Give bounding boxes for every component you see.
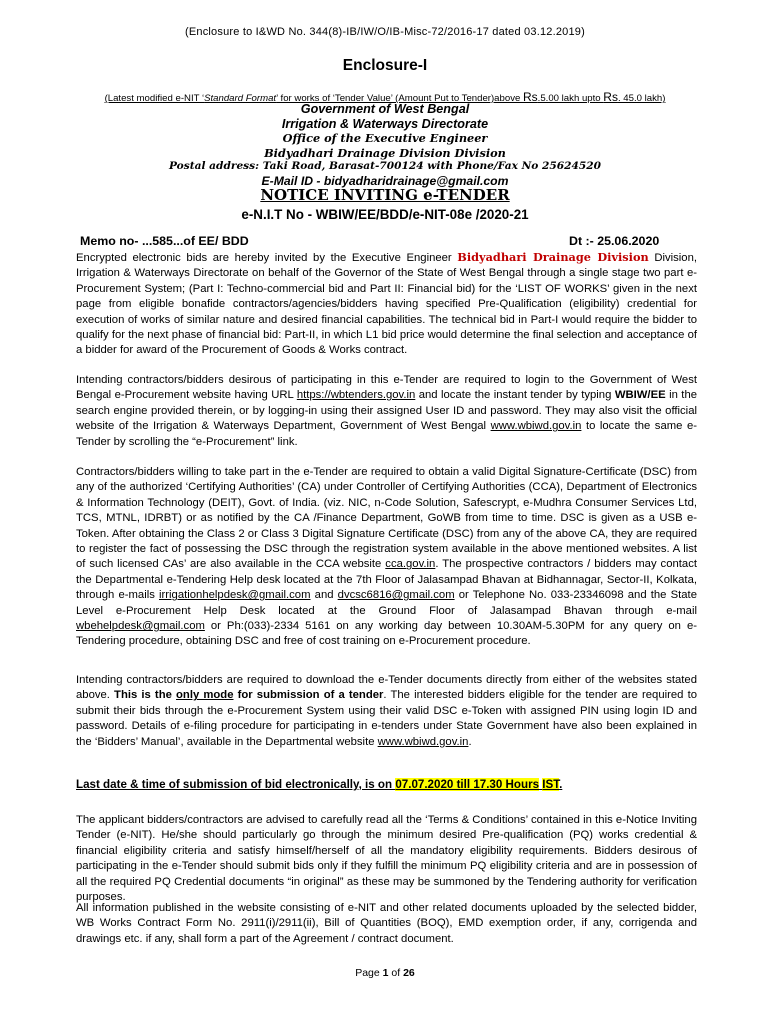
enclosure-title: Enclosure-I bbox=[342, 57, 428, 74]
dvcsc-email-link[interactable]: dvcsc6816@gmail.com bbox=[337, 589, 455, 602]
modified-note-standard-format: Standard Format bbox=[204, 93, 277, 104]
text-run: and locate the instant tender by typing bbox=[415, 389, 615, 402]
search-keyword: WBIW/EE bbox=[614, 389, 666, 402]
modified-note-part: ’ for works of ‘Tender Value’ (Amount Put to Tender)above bbox=[276, 93, 523, 104]
division-name-highlight: Bidyadhari Drainage Division bbox=[457, 250, 649, 264]
page-footer bbox=[0, 967, 770, 979]
page-number: 1 bbox=[382, 967, 389, 979]
postal-address: Postal address: Taki Road, Barasat-700124 with Phone/Fax No 25624520 bbox=[169, 160, 601, 172]
text-run: Last date & time of submission of bid electronically, is on bbox=[76, 778, 396, 791]
page-label: Page bbox=[355, 967, 383, 979]
page-total: 26 bbox=[403, 967, 415, 979]
division-heading: Bidyadhari Drainage Division Division bbox=[264, 146, 506, 160]
text-run: Encrypted electronic bids are hereby invited by the Executive Engineer bbox=[76, 252, 458, 264]
wbiwd-link[interactable]: www.wbiwd.gov.in bbox=[377, 735, 469, 748]
text-run: or Telephone No. 033-23346098 and the State Level e-Procurement Help Desk located at the Ground Floor of Jalasampad Bhavan through e-mail bbox=[76, 589, 697, 617]
modified-note-currency: Rs bbox=[603, 90, 618, 104]
text-run: . The prospective contractors / bidders may contact the Departmental e-Tendering Help desk located at the 7th Floor of Jalasampad Bhavan at Bidhannagar, Sector-II, Kolkata, through e-mails bbox=[76, 558, 697, 602]
modified-note-part: .5.00 lakh upto bbox=[537, 93, 604, 104]
text-run: Intending contractors/bidders desirous of participating in this e-Tender are required to login to the Government of West Bengal e-Procurement website having URL bbox=[76, 374, 697, 402]
ist-highlight: IST bbox=[542, 778, 560, 791]
paragraph-invitation bbox=[76, 250, 697, 359]
text-run: or Ph:(033)-2334 5161 on any working day between 10.30AM-5.30PM for any query on e-Tendering procedure, obtaining DSC and free of cost training on e-Procurement procedure. bbox=[76, 620, 697, 648]
paragraph-dsc-requirements bbox=[76, 465, 697, 650]
cca-link[interactable]: cca.gov.in bbox=[385, 558, 436, 571]
deadline-highlight: 07.07.2020 till 17.30 Hours bbox=[395, 778, 540, 791]
email-id: E-Mail ID - bidyadharidrainage@gmail.com bbox=[261, 174, 509, 188]
text-run: and bbox=[310, 589, 338, 602]
emphasis-run: This is the bbox=[114, 689, 177, 702]
helpdesk-email-link[interactable]: irrigationhelpdesk@gmail.com bbox=[159, 589, 311, 602]
text-run: to locate the same e-Tender by scrolling the “e-Procurement” link. bbox=[76, 420, 697, 448]
paragraph-download-instructions bbox=[76, 673, 697, 750]
text-run: Contractors/bidders willing to take part in the e-Tender are required to obtain a valid Digital Signature-Certificate (DSC) from any of the authorized ‘Certifying Authorities’ (CA) under Controller of Certifying Authorities (CCA), Department of Electronics & Information Technology (DEIT), Govt. of India. (viz. NIC, n-Code Solution, Safescrypt, e-Mudhra Consumer Services Ltd, TCS, MTNL, IDRBT) or as notified by the CA /Finance Department, GoWB from time to time. DSC is given as a USB e-Token. After obtaining the Class 2 or Class 3 Digital Signature Certificate (DSC) from any of the above CA, they are required to register the fact of possessing the DSC through the registration system available in the above mentioned websites. A list of such licensed CAs’ are also available in the CCA website bbox=[76, 466, 697, 571]
nit-number: e-N.I.T No - WBIW/EE/BDD/e-NIT-08e /2020-21 bbox=[241, 207, 529, 222]
notice-title: NOTICE INVITING e-TENDER bbox=[260, 186, 510, 204]
text-run: . bbox=[468, 735, 472, 748]
enclosure-reference: (Enclosure to I&WD No. 344(8)-IB/IW/O/IB-Misc-72/2016-17 dated 03.12.2019) bbox=[185, 26, 585, 38]
only-mode-emphasis: only mode bbox=[176, 689, 234, 702]
modified-note-part: (Latest modified e-NIT ‘ bbox=[104, 93, 205, 104]
memo-number: Memo no- ...585...of EE/ BDD bbox=[80, 234, 249, 248]
directorate-heading: Irrigation & Waterways Directorate bbox=[281, 117, 489, 131]
wbiwd-link[interactable]: www.wbiwd.gov.in bbox=[490, 420, 582, 433]
office-heading: Office of the Executive Engineer bbox=[282, 131, 488, 145]
paragraph-agreement-documents: All information published in the website consisting of e-NIT and other related documents uploaded by the selected bidder, WB Works Contract Form No. 2911(i)/2911(ii), Bill of Quantities (BOQ), EMD exemption order, if any, corrigenda and drawings etc. if any, shall form a part of the Agreement / contract document. bbox=[76, 902, 697, 945]
government-heading: Government of West Bengal bbox=[300, 102, 470, 116]
paragraph-terms-advice: The applicant bidders/contractors are advised to carefully read all the ‘Terms & Conditions’ contained in this e-Notice Inviting Tender (e-NIT). He/she should particularly go through the minimum desired Pre-qualification (PQ) works credential & financial eligibility criteria and satisfy himself/herself of all the mandatory eligibility requirements. Bidders desirous of participating in the e-Tender should submit bids only if they fulfill the minimum PQ eligibility criteria and are in possession of all the required PQ Credential documents “in original” as these may be summoned by the Tendering authority for verification purposes. bbox=[76, 814, 697, 904]
wbtenders-link[interactable]: https://wbtenders.gov.in bbox=[296, 389, 416, 402]
page-of: of bbox=[388, 967, 404, 979]
paragraph-login-instructions bbox=[76, 373, 697, 450]
emphasis-run: for submission of a tender bbox=[233, 689, 384, 702]
text-run: . bbox=[559, 778, 563, 791]
text-run: . The interested bidders eligible for the tender are required to submit their bids through the e-Procurement System using their valid DSC e-Token with assigned PIN using login ID and password. Details of e-filing procedure for participating in e-tenders under State Government have also been explained in the ‘Bidders’ Manual’, available in the Departmental website bbox=[76, 689, 697, 748]
memo-date: Dt :- 25.06.2020 bbox=[569, 234, 660, 248]
last-date-notice bbox=[76, 778, 562, 791]
modified-note-part: . 45.0 lakh) bbox=[617, 93, 666, 104]
text-run: Division, Irrigation & Waterways Directorate on behalf of the Governor of the State of West Bengal through a single stage two part e-Procurement System; (Part I: Techno-commercial bid and Part II: Financial bid) for the ‘LIST OF WORKS’ given in the next page from eligible bonafide contractors/agencies/bidders having specified Pre-Qualification (eligibility) credential for execution of works of similar nature and desired financial capabilities. The technical bid in Part-I would require the bidder to qualify for the next phase of financial bid: Part-II, in which L1 bid price would determine the final selection and acceptance of a bidder for award of the Procurement of Goods & Works contract. bbox=[76, 252, 698, 357]
modified-note-currency: Rs bbox=[523, 90, 538, 104]
text-run: in the search engine provided therein, or by logging-in using their assigned User ID and password. They may also visit the official website of the Irrigation & Waterways Department, Government of West Bengal bbox=[76, 389, 698, 433]
text-run: Intending contractors/bidders are required to download the e-Tender documents directly from either of the websites stated above. bbox=[76, 674, 697, 702]
wbehelpdesk-email-link[interactable]: wbehelpdesk@gmail.com bbox=[76, 620, 205, 633]
